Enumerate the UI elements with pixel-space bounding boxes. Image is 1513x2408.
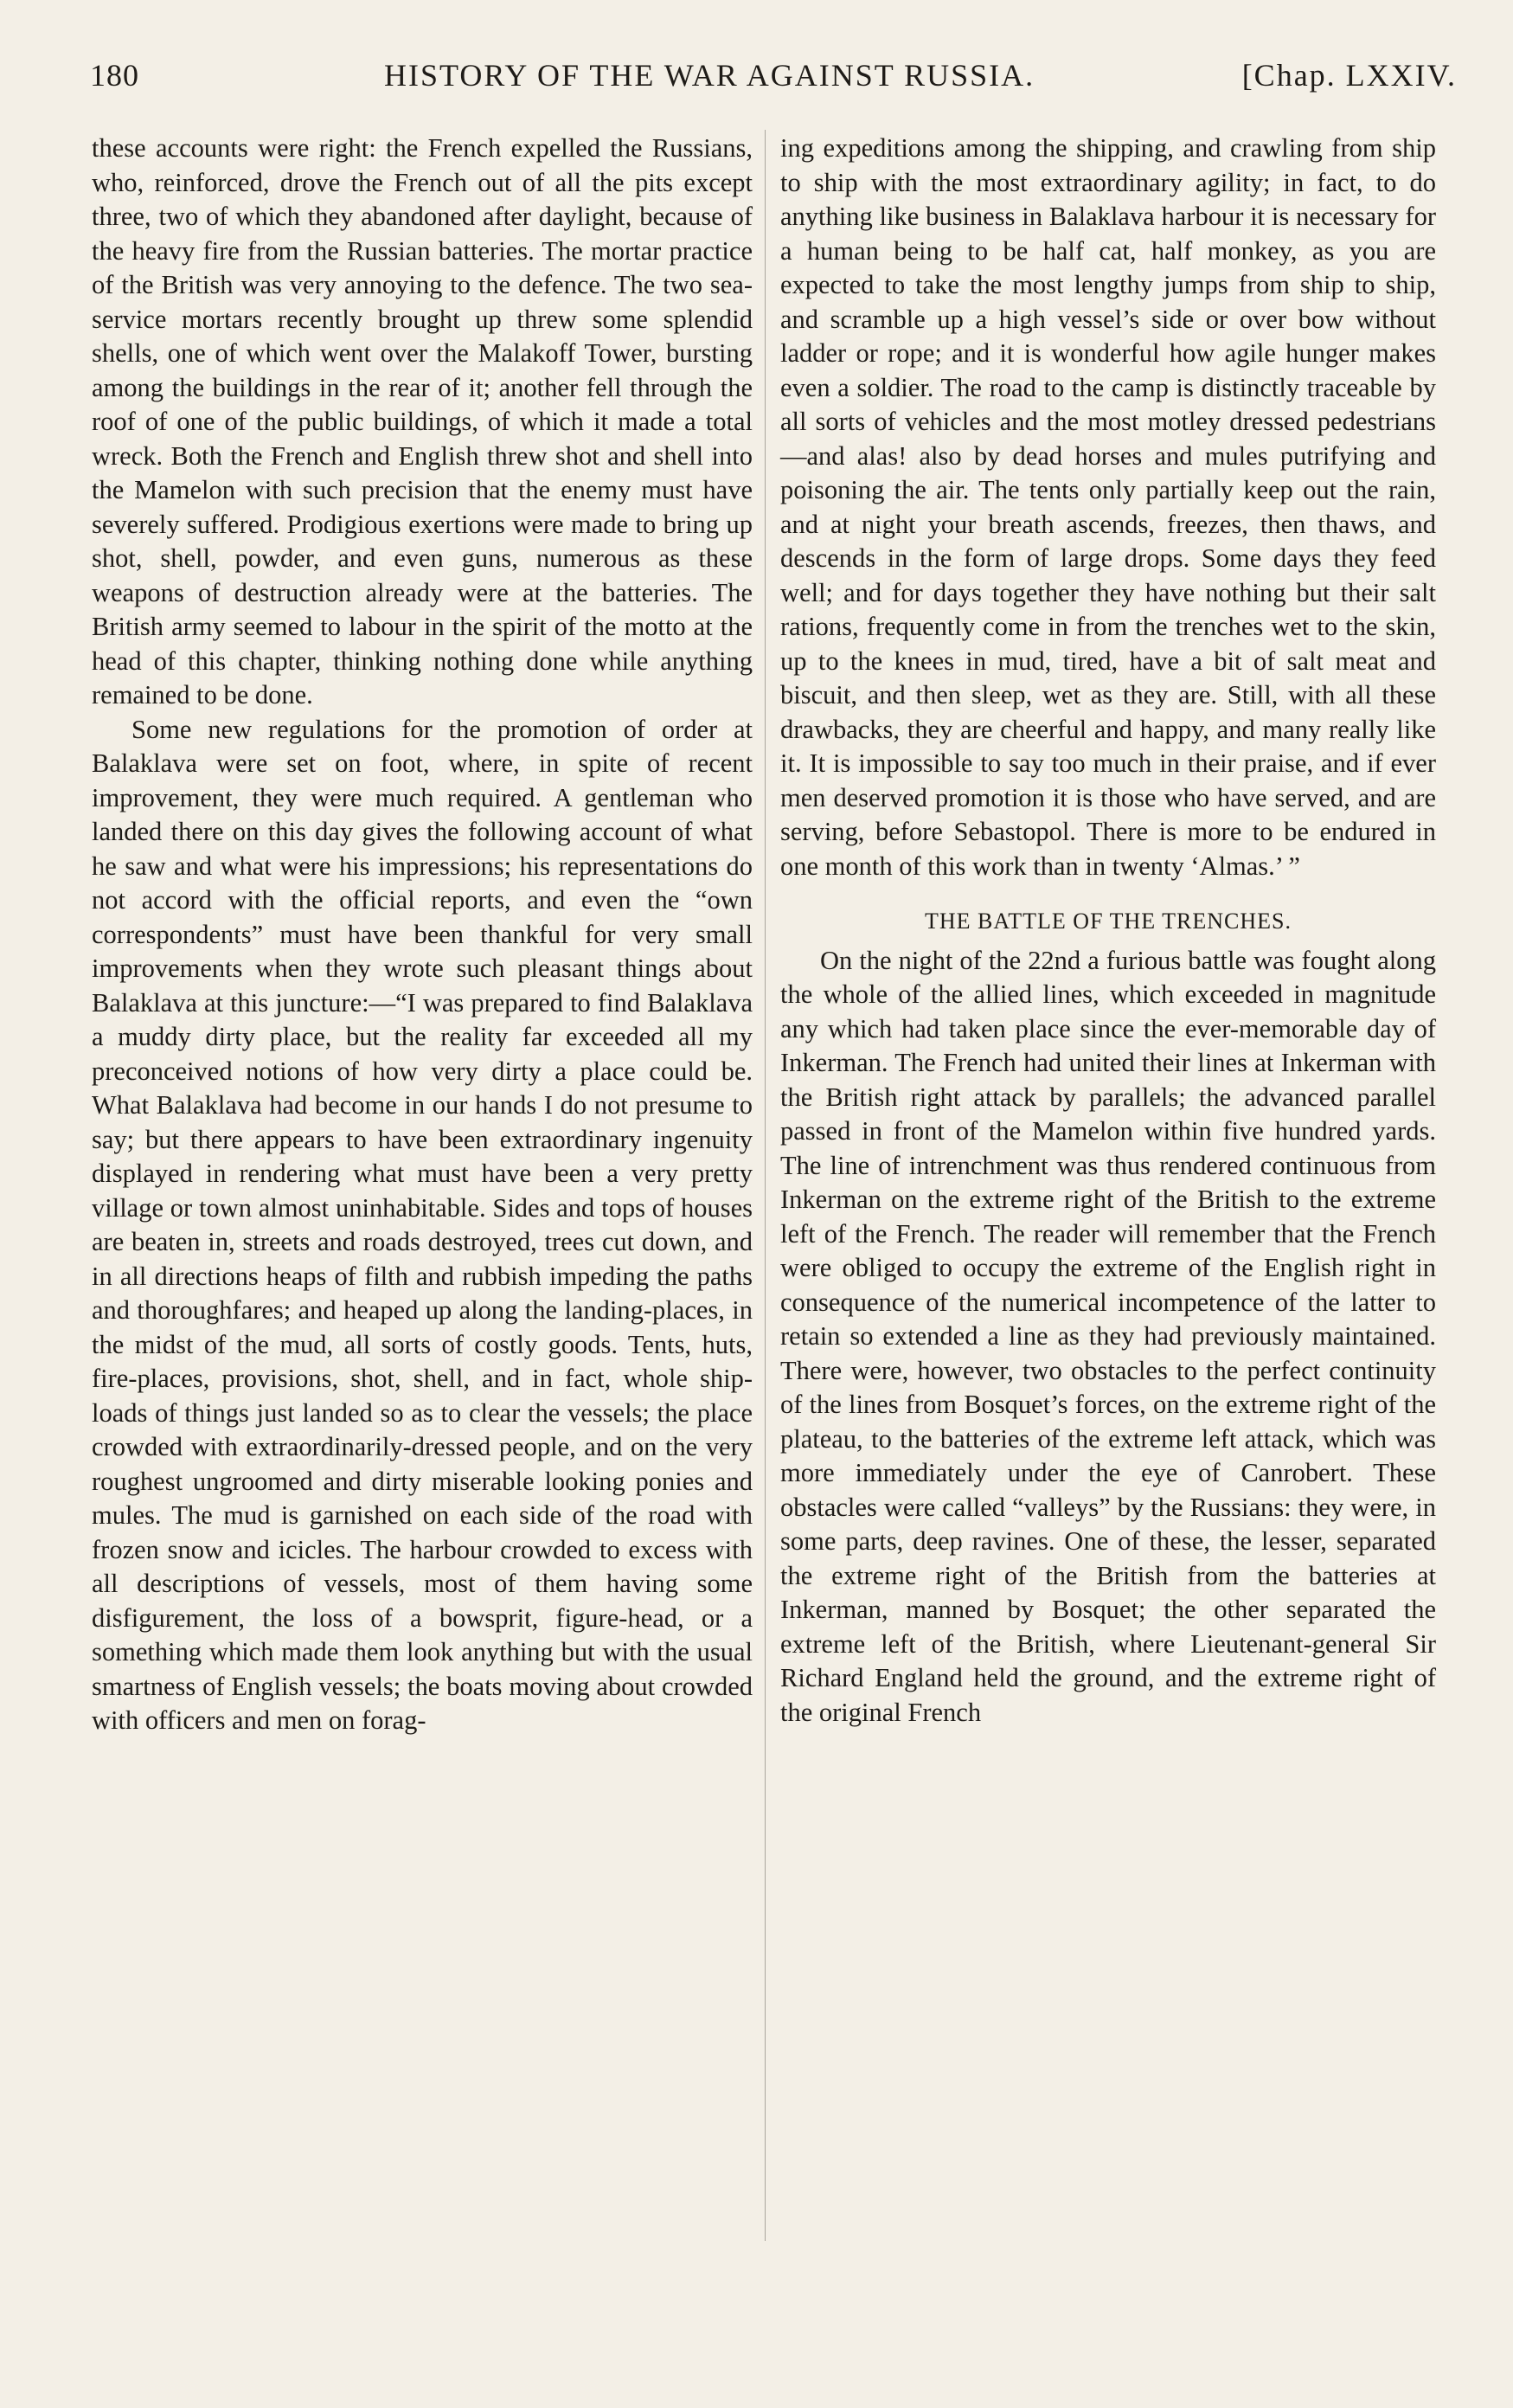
chapter-reference: [Chap. LXXIV. [1241, 58, 1457, 93]
section-heading: THE BATTLE OF THE TRENCHES. [925, 909, 1292, 934]
right-column [780, 132, 1436, 1730]
left-column [92, 132, 753, 1738]
column-divider [765, 130, 766, 2241]
paragraph-continued: these accounts were right: the French expelled the Russians, who, reinforced, drove the French out of all the pits except three, two of which they abandoned after daylight, because of the heavy fire from the Russian batteries. The mortar practice of the British was very annoying to the defence. The two sea-service mortars recently brought up threw some splendid shells, one of which went over the Malakoff Tower, bursting among the buildings in the rear of it; another fell through the roof of one of the public buildings, of which it made a total wreck. Both the French and English threw shot and shell into the Mamelon with such precision that the enemy must have severely suffered. Prodigious exertions were made to bring up shot, shell, powder, and even guns, numerous as these weapons of destruction already were at the batteries. The British army seemed to labour in the spirit of the motto at the head of this chapter, thinking nothing done while anything remained to be done. [92, 133, 753, 710]
paragraph-battle: On the night of the 22nd a furious battle was fought along the whole of the allied lines, which exceeded in magnitude any which had taken place since the ever-memorable day of Inkerman. The French had united their lines at Inkerman with the British right attack by parallels; the advanced parallel passed in front of the Mamelon within five hundred yards. The line of intrenchment was thus rendered continuous from Inkerman on the extreme right of the British to the extreme left of the French. The reader will remember that the French were obliged to occupy the extreme of the English right in consequence of the numerical incompetence of the latter to retain so extended a line as they had previously maintained. There were, however, two obstacles to the perfect continuity of the lines from Bosquet’s forces, on the extreme right of the plateau, to the batteries of the extreme left attack, which was more immediately under the eye of Canrobert. These obstacles were called “valleys” by the Russians: they were, in some parts, deep ravines. One of these, the lesser, separated the extreme right of the British from the batteries at Inkerman, manned by Bosquet; the other separated the extreme left of the British, where Lieutenant-general Sir Richard England held the ground, and the extreme right of the original French [780, 945, 1436, 1727]
paragraph-continued-quote: ing expeditions among the shipping, and crawling from ship to ship with the most extraordinary agility; in fact, to do anything like business in Balaklava harbour it is necessary for a human being to be half cat, half monkey, as you are expected to take the most lengthy jumps from ship to ship, and scramble up a high vessel’s side or over bow without ladder or rope; and it is wonderful how agile hunger makes even a soldier. The road to the camp is distinctly traceable by all sorts of vehicles and the most motley dressed pedestrians—and alas! also by dead horses and mules putrifying and poisoning the air. The tents only partially keep out the rain, and at night your breath ascends, freezes, then thaws, and descends in the form of large drops. Some days they feed well; and for days together they have nothing but their salt rations, frequently come in from the trenches wet to the skin, up to the knees in mud, tired, have a bit of salt meat and biscuit, and then sleep, wet as they are. Still, with all these drawbacks, they are cheerful and happy, and many really like it. It is impossible to say too much in their praise, and if ever men deserved promotion it is those who have served, and are serving, before Sebastopol. There is more to be endured in one month of this work than in twenty ‘Almas.’ ” [780, 133, 1436, 881]
page-number: 180 [90, 58, 139, 93]
page-header [90, 57, 1457, 109]
running-title: HISTORY OF THE WAR AGAINST RUSSIA. [384, 58, 1035, 93]
paragraph-balaklava: Some new regulations for the promotion of order at Balaklava were set on foot, where, in spite of recent improvement, they were much required. A gentleman who landed there on this day gives the following account of what he saw and what were his impressions; his representations do not accord with the official reports, and even the “own correspondents” must have been thankful for very small improvements when they wrote such pleasant things about Balaklava at this juncture:—“I was prepared to find Balaklava a muddy dirty place, but the reality far exceeded all my preconceived notions of how very dirty a place could be. What Balaklava had become in our hands I do not presume to say; but there appears to have been extraordinary ingenuity displayed in rendering what must have been a very pretty village or town almost uninhabitable. Sides and tops of houses are beaten in, streets and roads destroyed, trees cut down, and in all directions heaps of filth and rubbish impeding the paths and thoroughfares; and heaped up along the landing-places, in the midst of the mud, all sorts of costly goods. Tents, huts, fire-places, provisions, shot, shell, and in fact, whole ship-loads of things just landed so as to clear the vessels; the place crowded with extraordinarily-dressed people, and on the very roughest ungroomed and dirty miserable looking ponies and mules. The mud is garnished on each side of the road with frozen snow and icicles. The harbour crowded to excess with all descriptions of vessels, most of them having some disfigurement, the loss of a bowsprit, figure-head, or a something which made them look anything but with the usual smartness of English vessels; the boats moving about crowded with officers and men on forag- [92, 714, 753, 1735]
